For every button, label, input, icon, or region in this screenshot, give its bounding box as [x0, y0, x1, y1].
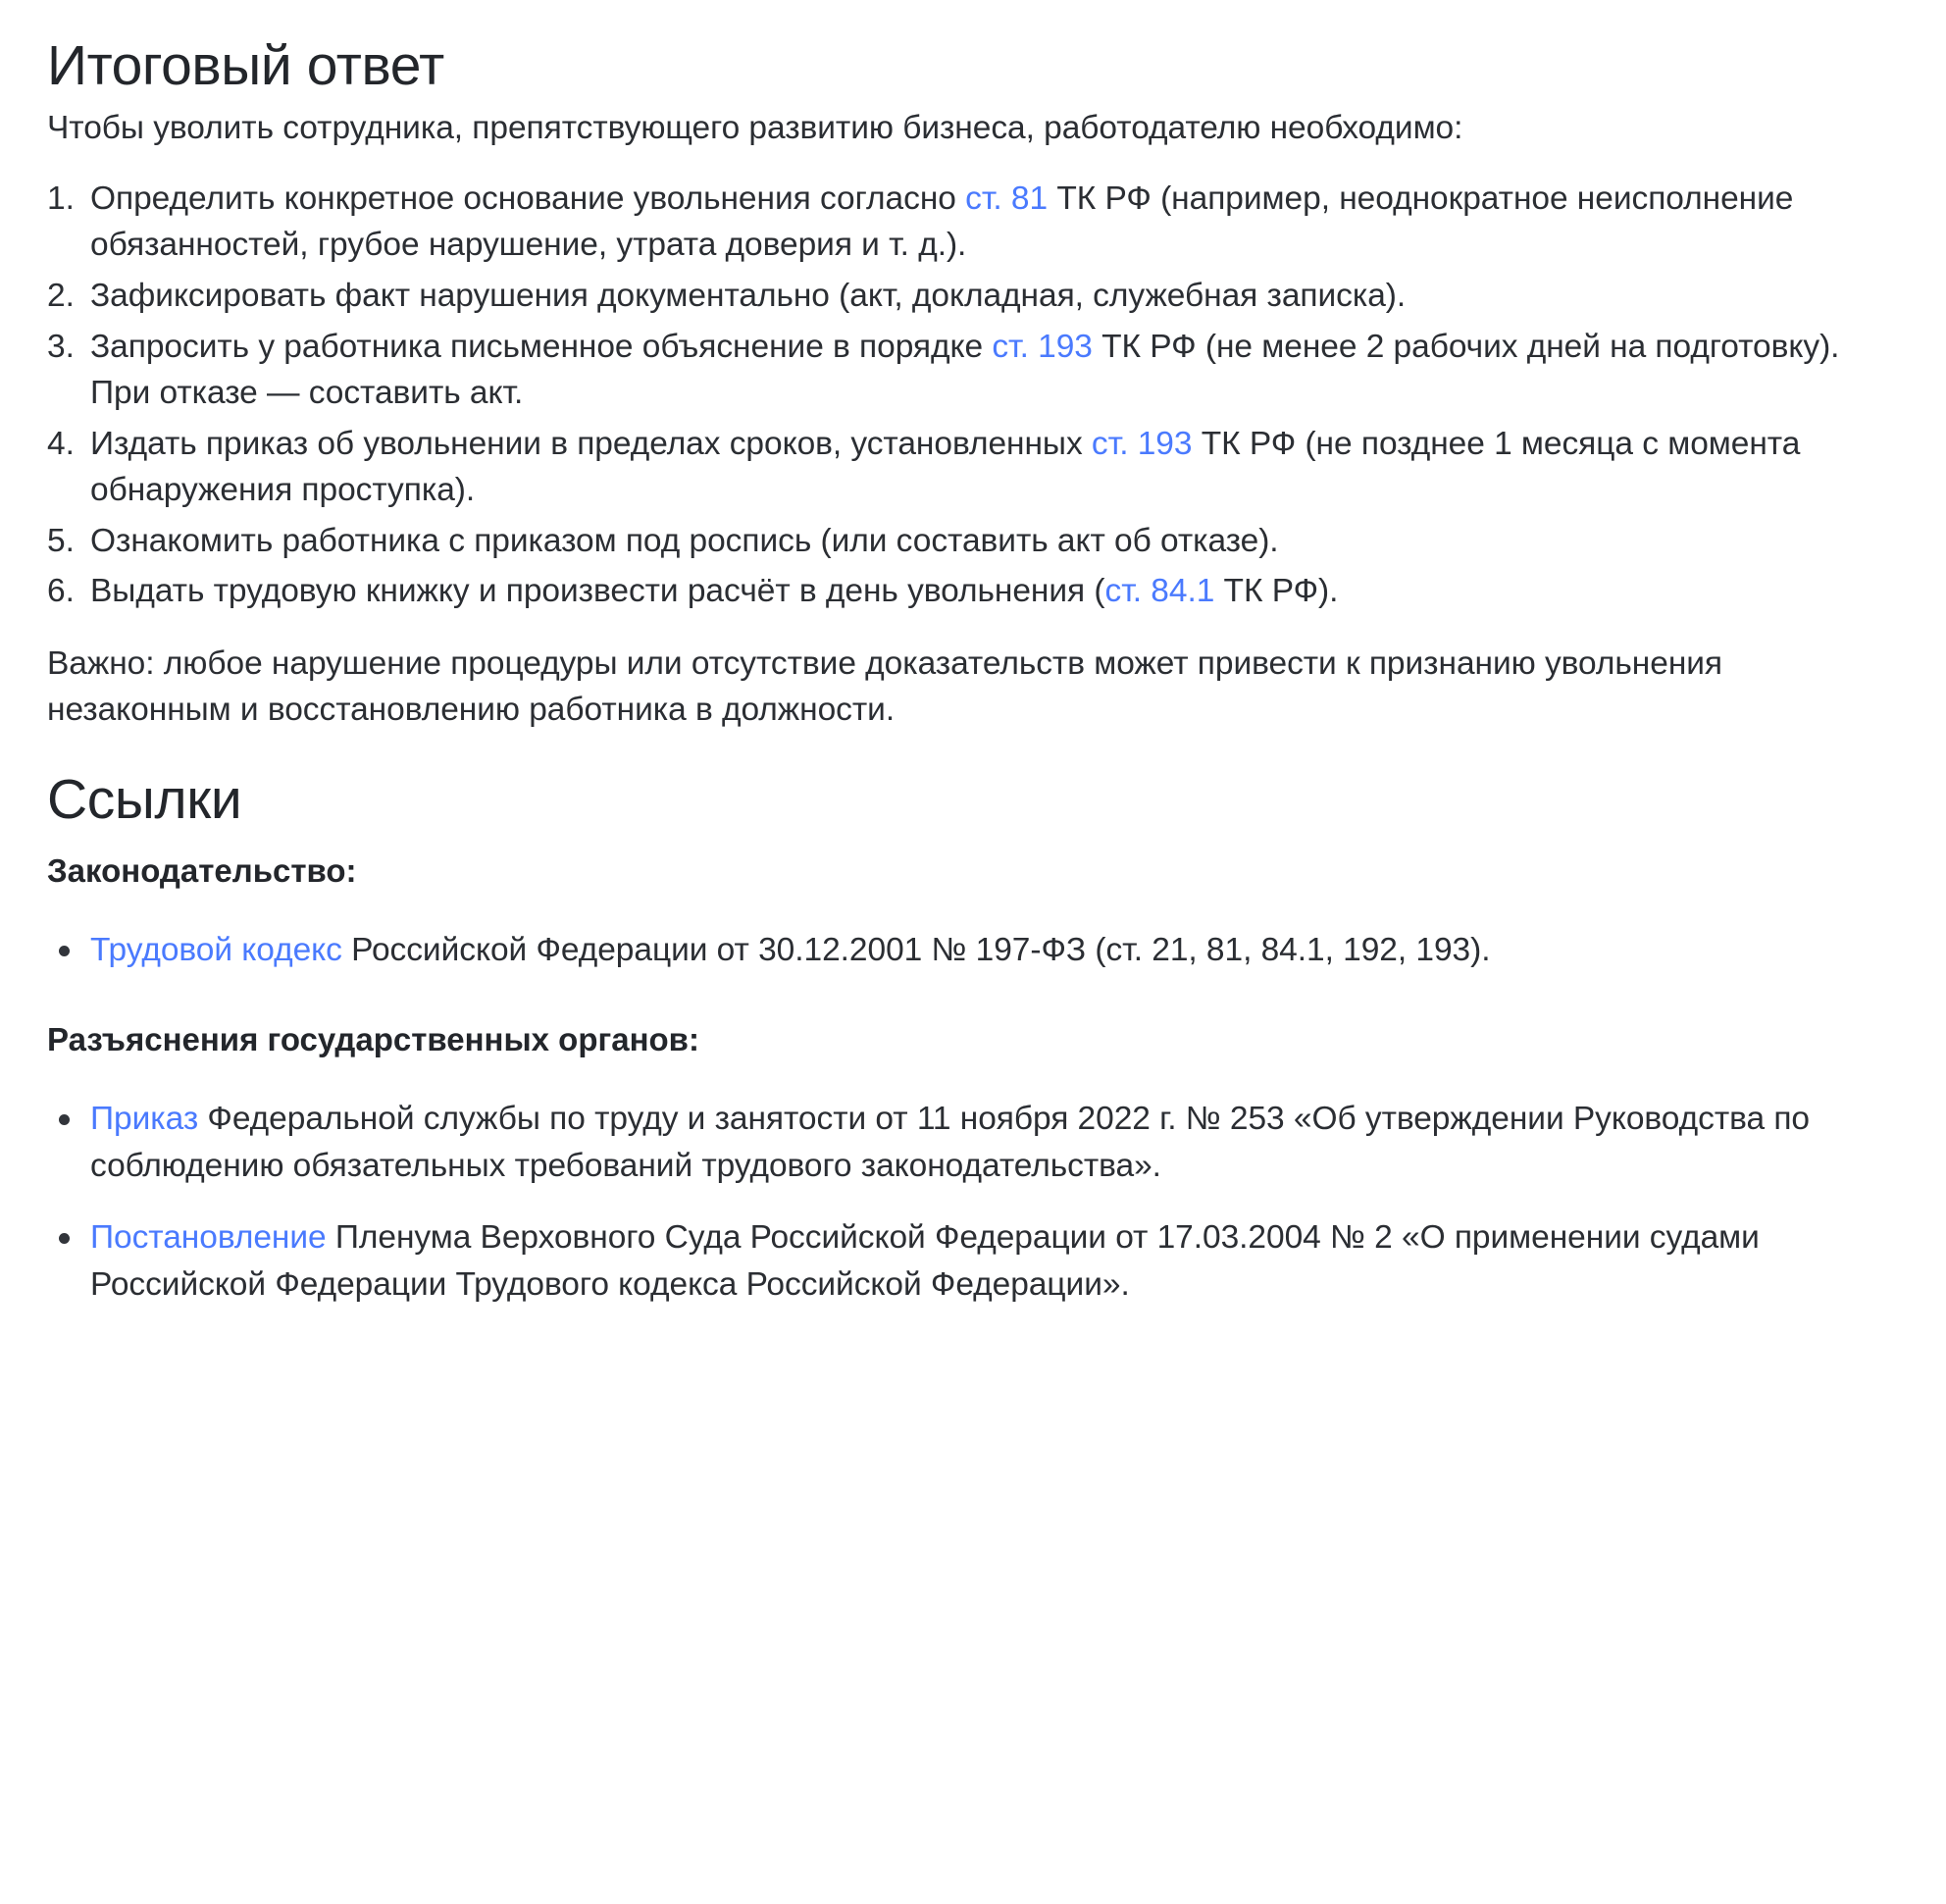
- intro-paragraph: Чтобы уволить сотрудника, препятствующего развитию бизнеса, работодателю необходимо:: [47, 110, 1463, 147]
- list-item: [47, 518, 1899, 565]
- legislation-text: Российской Федерации от 30.12.2001 № 197-ФЗ (ст. 21, 81, 84.1, 192, 193).: [341, 932, 1491, 969]
- list-item: [47, 927, 1899, 974]
- clarification-link[interactable]: Постановление: [90, 1219, 327, 1257]
- steps-list: [47, 176, 1899, 615]
- clarifications-list: [47, 1096, 1899, 1308]
- list-item: [47, 1214, 1899, 1308]
- article-link[interactable]: ст. 193: [1091, 425, 1193, 462]
- list-item: [47, 273, 1899, 320]
- clarification-text: Пленума Верховного Суда Российской Федерации от 17.03.2004 № 2 «О применении судами Российской Федерации Трудового кодекса Российской Федерации».: [90, 1219, 1760, 1303]
- list-item: [47, 1096, 1899, 1189]
- list-item: [47, 568, 1899, 615]
- step-text-before: Издать приказ об увольнении в пределах сроков, установленных: [90, 425, 1092, 462]
- clarifications-subheading: Разъяснения государственных органов:: [47, 1021, 699, 1057]
- list-item: [47, 421, 1899, 514]
- legislation-link[interactable]: Трудовой кодекс: [90, 932, 342, 969]
- article-link[interactable]: ст. 193: [992, 328, 1093, 365]
- bullet-icon: [59, 1233, 70, 1244]
- list-item: [47, 324, 1899, 417]
- clarification-link[interactable]: Приказ: [90, 1101, 199, 1138]
- step-text-before: Запросить у работника письменное объяснение в порядке: [90, 328, 993, 365]
- step-text-after: ТК РФ (не менее 2 рабочих дней на подготовку). При отказе — составить акт.: [90, 328, 1840, 412]
- step-text-before: Ознакомить работника с приказом под роспись (или составить акт об отказе).: [90, 522, 1279, 559]
- step-text-after: ТК РФ (не позднее 1 месяца с момента обнаружения проступка).: [90, 425, 1801, 509]
- links-section-title: Ссылки: [47, 768, 242, 831]
- article-link[interactable]: ст. 81: [965, 180, 1049, 217]
- step-text-after: ТК РФ (например, неоднократное неисполнение обязанностей, грубое нарушение, утрата доверия и т. д.).: [90, 180, 1794, 264]
- page-title: Итоговый ответ: [47, 34, 444, 97]
- important-note: Важно: любое нарушение процедуры или отсутствие доказательств может привести к признанию увольнения незаконным и восстановлению работника в должности.: [47, 644, 1723, 729]
- legislation-list: [47, 927, 1899, 974]
- step-text-after: ТК РФ).: [1214, 573, 1339, 610]
- article-link[interactable]: ст. 84.1: [1104, 573, 1215, 610]
- step-text-before: Выдать трудовую книжку и произвести расчёт в день увольнения (: [90, 573, 1105, 610]
- bullet-icon: [59, 1114, 70, 1125]
- step-text-before: Определить конкретное основание увольнения согласно: [90, 180, 966, 217]
- bullet-icon: [59, 946, 70, 956]
- list-item: [47, 176, 1899, 269]
- step-text-before: Зафиксировать факт нарушения документально (акт, докладная, служебная записка).: [90, 277, 1407, 314]
- clarification-text: Федеральной службы по труду и занятости от 11 ноября 2022 г. № 253 «Об утверждении Руководства по соблюдению обязательных требований трудового законодательства».: [90, 1101, 1811, 1184]
- legislation-subheading: Законодательство:: [47, 852, 357, 890]
